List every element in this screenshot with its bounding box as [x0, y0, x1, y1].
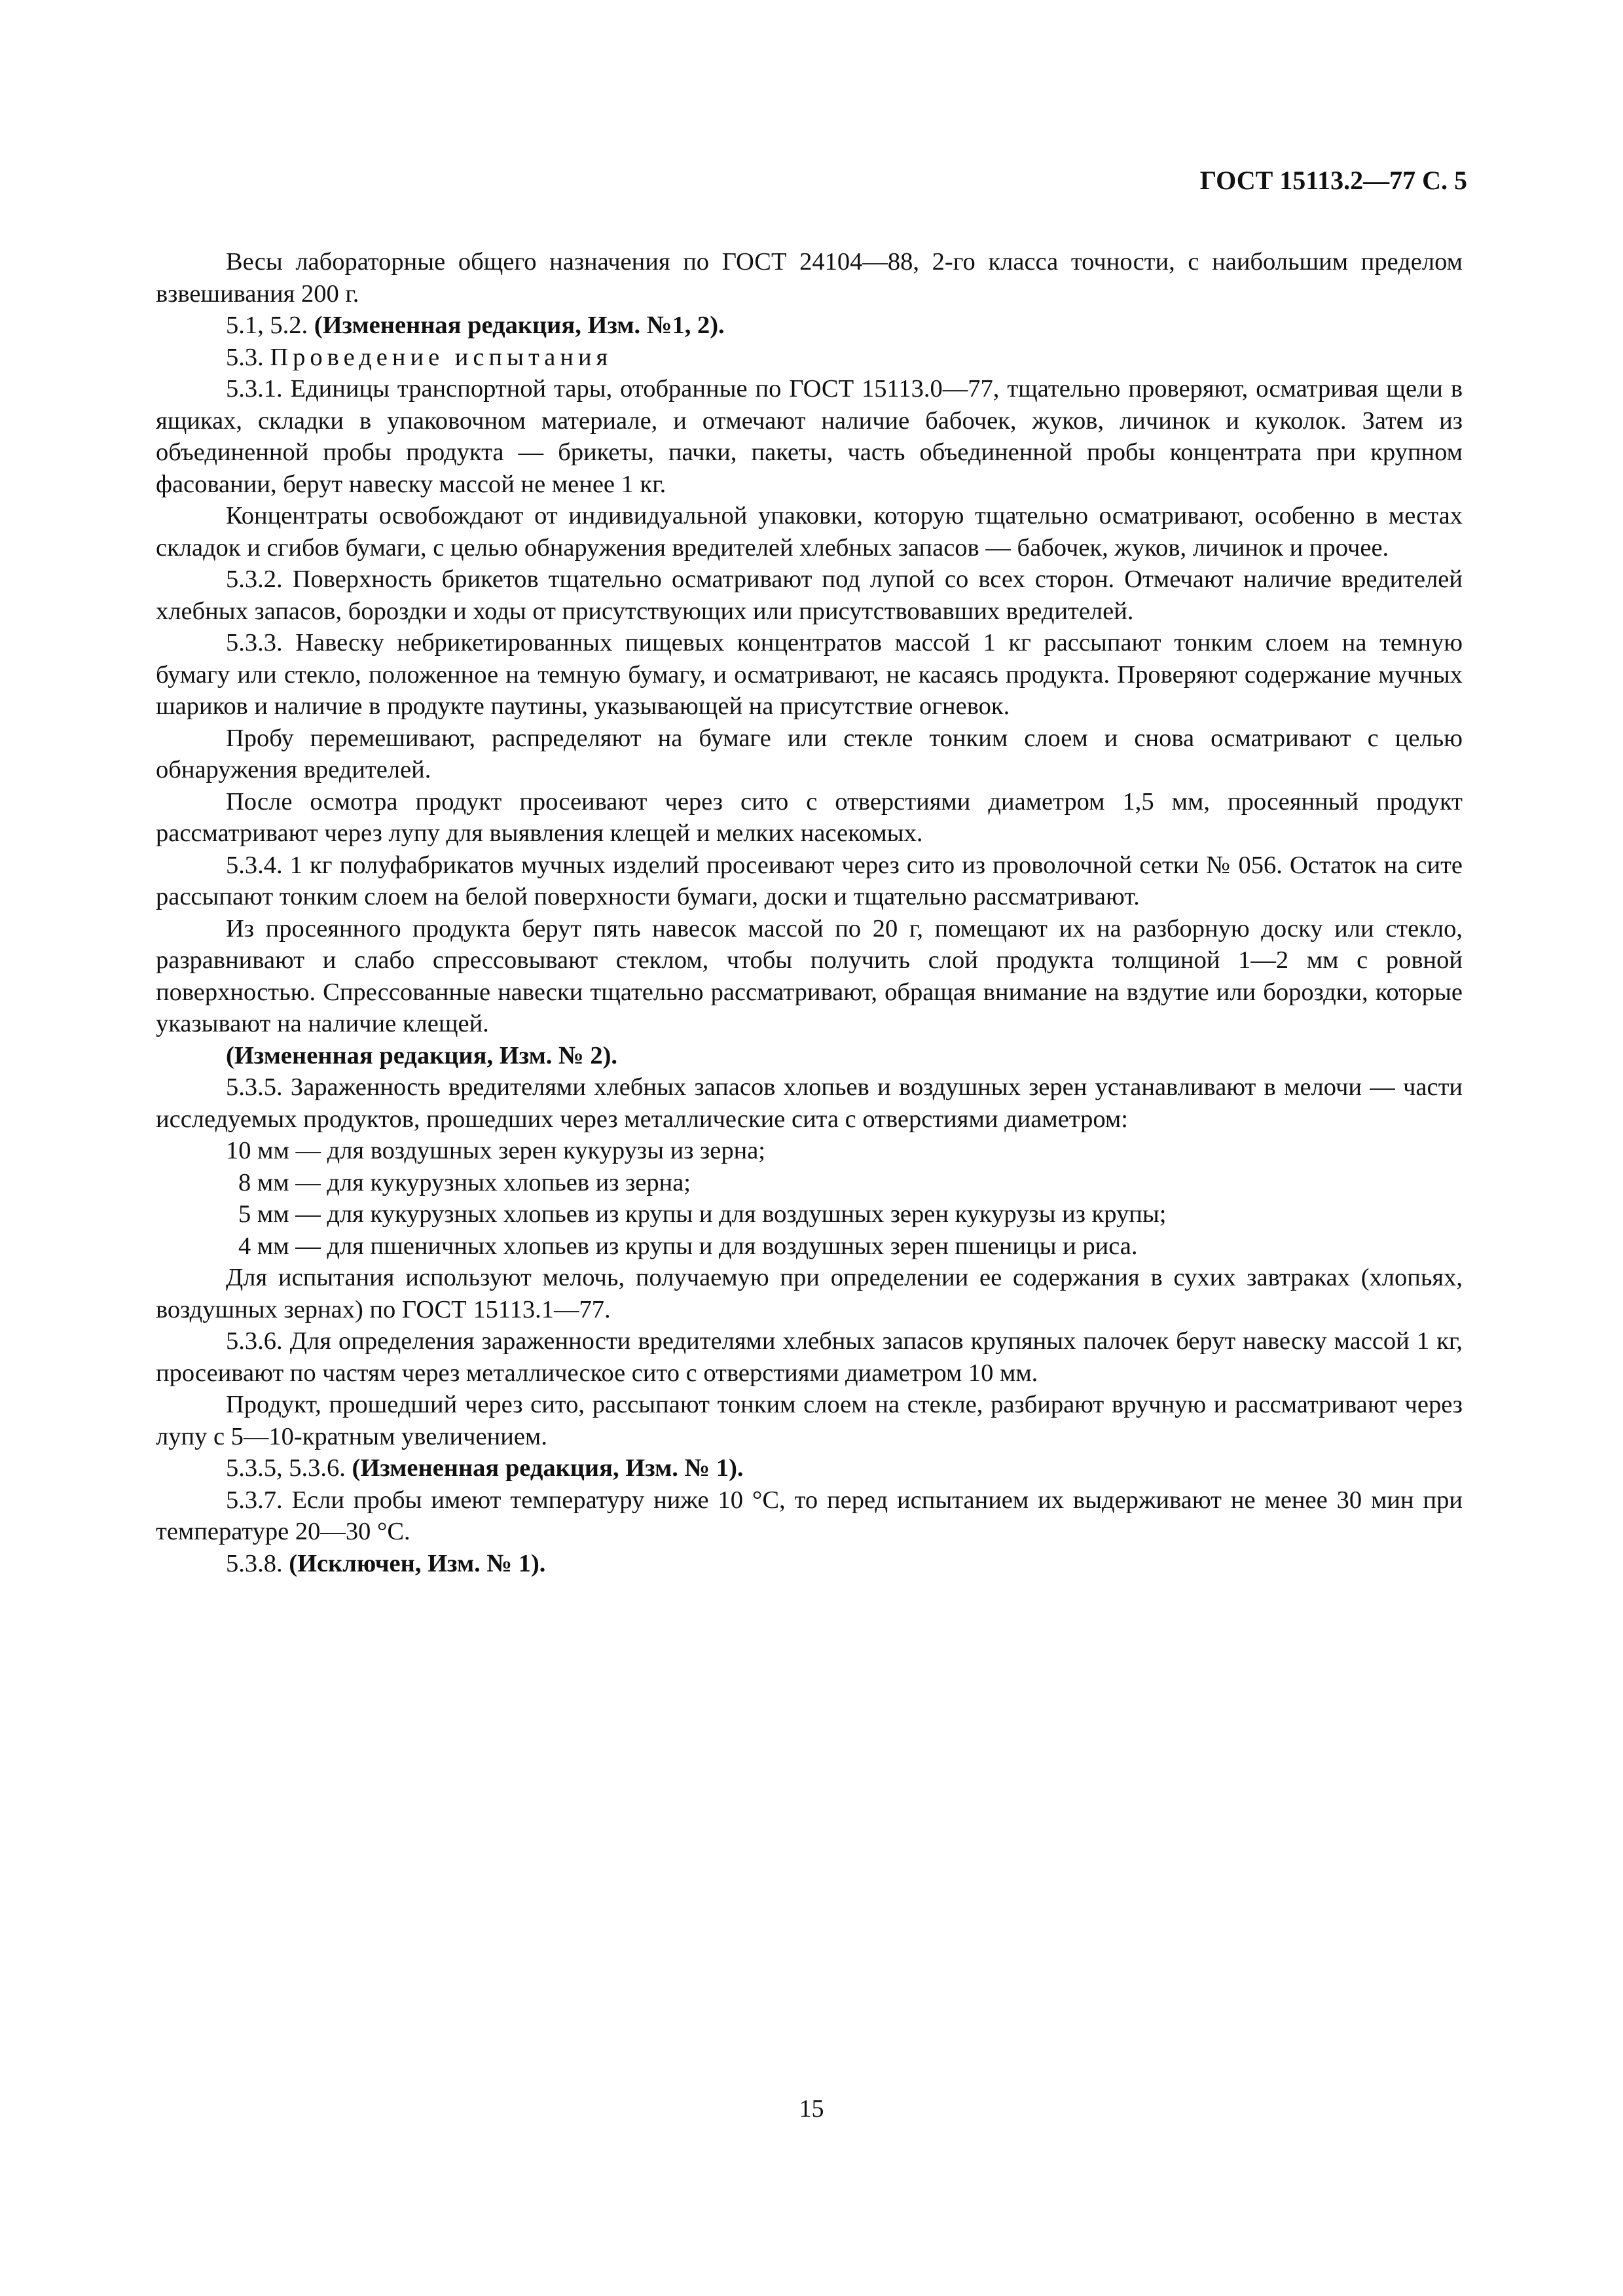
- paragraph-5-3-3: [156, 627, 1463, 723]
- list-item: 8 мм — для кукурузных хлопьев из зерна;: [238, 1168, 691, 1196]
- paragraph-5-3-1: [156, 373, 1463, 500]
- section-title: Проведение испытания: [270, 343, 613, 371]
- paragraph-mixing: [156, 723, 1463, 786]
- list-item: 4 мм — для пшеничных хлопьев из крупы и для воздушных зерен пшеницы и риса.: [238, 1232, 1138, 1260]
- paragraph-samples: [156, 913, 1463, 1040]
- amendment-note: (Исключен, Изм. № 1).: [289, 1549, 546, 1577]
- document-body: [156, 246, 1463, 1579]
- paragraph-text: Продукт, прошедший через сито, рассыпают тонким слоем на стекле, разбирают вручную и рассматривают через лупу с 5—10-кратным увеличением.: [156, 1391, 1463, 1450]
- paragraph-scales: [156, 246, 1463, 310]
- paragraph-text: После осмотра продукт просеивают через сито с отверстиями диаметром 1,5 мм, просеянный продукт рассматривают через лупу для выявления клещей и мелких насекомых.: [156, 787, 1463, 847]
- section-heading-5-3: [156, 342, 1463, 374]
- paragraph-5-1-5-2: [156, 310, 1463, 342]
- amendment-note: (Измененная редакция, Изм. №1, 2).: [314, 312, 725, 339]
- amendment-note: (Измененная редакция, Изм. № 1).: [352, 1454, 744, 1482]
- paragraph-text: 5.1, 5.2.: [226, 312, 314, 339]
- paragraph-5-3-2: [156, 564, 1463, 627]
- paragraph-text: 5.3.8.: [226, 1549, 289, 1577]
- paragraph-test-fines: [156, 1262, 1463, 1325]
- paragraph-text: 5.3.6. Для определения зараженности вредителями хлебных запасов крупяных палочек берут навеску массой 1 кг, просеивают по частям через металлическое сито с отверстиями диаметром 10 мм.: [156, 1327, 1463, 1387]
- paragraph-text: 5.3.5, 5.3.6.: [226, 1454, 352, 1482]
- amendment-note: (Измененная редакция, Изм. № 2).: [226, 1041, 618, 1069]
- paragraph-5-3-8: [156, 1548, 1463, 1580]
- paragraph-5-3-5-5-3-6: [156, 1452, 1463, 1484]
- paragraph-text: Пробу перемешивают, распределяют на бумаге или стекле тонким слоем и снова осматривают с целью обнаружения вредителей.: [156, 724, 1463, 783]
- paragraph-concentrates: [156, 500, 1463, 564]
- paragraph-text: 5.3.2. Поверхность брикетов тщательно осматривают под лупой со всех сторон. Отмечают наличие вредителей хлебных запасов, бороздки и ходы от присутствующих или присутствовавших вредителей.: [156, 565, 1463, 625]
- paragraph-text: 5.3.1. Единицы транспортной тары, отобранные по ГОСТ 15113.0—77, тщательно проверяют, осматривая щели в ящиках, складки в упаковочном материале, и отмечают наличие бабочек, жуков, личинок и куколок. Затем из объединенной пробы продукта — брикеты, пачки, пакеты, часть объединенной пробы концентрата при крупном фасовании, берут навеску массой не менее 1 кг.: [156, 375, 1463, 498]
- list-item: 10 мм — для воздушных зерен кукурузы из зерна;: [226, 1137, 765, 1164]
- paragraph-text: Концентраты освобождают от индивидуальной упаковки, которую тщательно осматривают, особенно в местах складок и сгибов бумаги, с целью обнаружения вредителей хлебных запасов — бабочек, жуков, личинок и прочее.: [156, 502, 1463, 562]
- paragraph-text: Весы лабораторные общего назначения по ГОСТ 24104—88, 2-го класса точности, с наибольшим пределом взвешивания 200 г.: [156, 248, 1463, 308]
- paragraph-text: 5.3.5. Зараженность вредителями хлебных запасов хлопьев и воздушных зерен устанавливают в мелочи — части исследуемых продуктов, прошедших через металлические сита с отверстиями диаметром:: [156, 1073, 1463, 1133]
- section-number: 5.3.: [226, 343, 270, 371]
- paragraph-text: 5.3.3. Навеску небрикетированных пищевых концентратов массой 1 кг рассыпают тонким слоем на темную бумагу или стекло, положенное на темную бумагу, и осматривают, не касаясь продукта. Проверяют содержание мучных шариков и наличие в продукте паутины, указывающей на присутствие огневок.: [156, 629, 1463, 720]
- paragraph-product-sieved: [156, 1389, 1463, 1452]
- page-header: ГОСТ 15113.2—77 С. 5: [1199, 166, 1467, 195]
- paragraph-5-3-6: [156, 1325, 1463, 1389]
- paragraph-5-3-4: [156, 850, 1463, 913]
- paragraph-text: 5.3.4. 1 кг полуфабрикатов мучных изделий просеивают через сито из проволочной сетки № 056. Остаток на сите рассыпают тонким слоем на белой поверхности бумаги, доски и тщательно рассматривают.: [156, 851, 1463, 910]
- paragraph-5-3-5: [156, 1071, 1463, 1135]
- list-item: 5 мм — для кукурузных хлопьев из крупы и для воздушных зерен кукурузы из крупы;: [238, 1200, 1167, 1228]
- page-number: 15: [799, 2095, 824, 2123]
- paragraph-text: Из просеянного продукта берут пять навесок массой по 20 г, помещают их на разборную доску или стекло, разравнивают и слабо спрессовывают стеклом, чтобы получить слой продукта толщиной 1—2 мм с ровной поверхностью. Спрессованные навески тщательно рассматривают, обращая внимание на вздутие или бороздки, которые указывают на наличие клещей.: [156, 914, 1463, 1037]
- amendment-paragraph: [156, 1040, 1463, 1072]
- paragraph-sieving: [156, 786, 1463, 850]
- paragraph-5-3-7: [156, 1484, 1463, 1548]
- paragraph-text: Для испытания используют мелочь, получаемую при определении ее содержания в сухих завтраках (хлопьях, воздушных зернах) по ГОСТ 15113.1—77.: [156, 1264, 1463, 1323]
- paragraph-text: 5.3.7. Если пробы имеют температуру ниже 10 °С, то перед испытанием их выдерживают не менее 30 мин при температуре 20—30 °С.: [156, 1486, 1463, 1545]
